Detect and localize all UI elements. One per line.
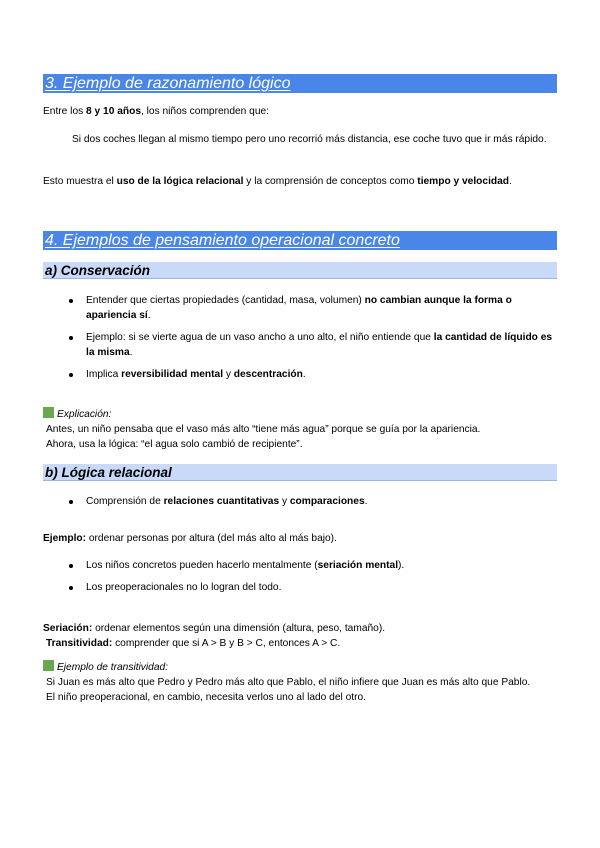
transitivity-label-row: [43, 660, 558, 675]
item-text: Entender que ciertas propiedades (cantidad, masa, volumen): [86, 295, 365, 306]
item-end: ).: [398, 560, 405, 571]
section-3-heading-text: 3. Ejemplo de razonamiento lógico: [45, 75, 291, 92]
explanation-line-1: Antes, un niño pensaba que el vaso más alto “tiene más agua” porque se guía por la apariencia.: [46, 424, 481, 435]
item-bold: relaciones cuantitativas: [163, 496, 280, 507]
item-text: Los preoperacionales no lo logran del todo.: [86, 582, 282, 593]
explanation-line-2: Ahora, usa la lógica: “el agua solo cambió de recipiente”.: [46, 439, 303, 450]
list-item: [43, 580, 558, 595]
definitions: [43, 621, 558, 651]
item-bold-2: descentración: [233, 369, 303, 380]
bullet-icon: [69, 373, 73, 377]
list-item: [43, 293, 558, 323]
section-4-heading-text: 4. Ejemplos de pensamiento operacional concreto: [45, 232, 400, 249]
section-4-heading: [43, 231, 557, 250]
explanation-label: Explicación:: [57, 409, 112, 420]
transitividad-definition: [43, 636, 558, 651]
item-end: .: [129, 347, 133, 358]
intro-text: Entre los: [43, 106, 87, 117]
transitividad-text: comprender que si A > B y B > C, entonces A > C.: [112, 638, 341, 649]
item-bold-2: comparaciones: [289, 496, 365, 507]
list-item: [43, 494, 558, 509]
logica-list: [43, 494, 558, 516]
conclusion-bold-2: tiempo y velocidad: [417, 176, 510, 187]
explanation-label-row: [43, 407, 558, 422]
list-item: [43, 330, 558, 360]
conclusion-period: .: [509, 176, 512, 187]
subsection-a-heading: a) Conservación: [43, 262, 557, 279]
item-bold: seriación mental: [317, 560, 399, 571]
bullet-icon: [69, 564, 73, 568]
conclusion-text: Esto muestra el: [43, 176, 117, 187]
transitivity-line-1: Si Juan es más alto que Pedro y Pedro más alto que Pablo, el niño infiere que Juan es más alto que Pablo.: [46, 677, 531, 688]
section-3-heading: [43, 74, 557, 93]
conclusion-bold-1: uso de la lógica relacional: [116, 176, 244, 187]
item-text: Los niños concretos pueden hacerlo mentalmente (: [86, 560, 318, 571]
transitivity-line-2: El niño preoperacional, en cambio, necesita verlos uno al lado del otro.: [46, 692, 366, 703]
bullet-icon: [69, 500, 73, 504]
green-square-icon: [43, 660, 54, 671]
section-3-quote: Si dos coches llegan al mismo tiempo pero uno recorrió más distancia, ese coche tuvo que ir más rápido.: [72, 134, 547, 145]
bullet-icon: [69, 299, 73, 303]
item-end: .: [147, 310, 151, 321]
seriacion-definition: [43, 621, 558, 636]
item-bold: no cambian aunque la forma o apariencia sí: [86, 295, 512, 321]
section-3-intro: [43, 104, 558, 119]
item-text: Implica: [86, 369, 122, 380]
conservacion-list: [43, 293, 558, 389]
item-end: .: [302, 369, 306, 380]
example-label: Ejemplo:: [43, 533, 87, 544]
example-line: [43, 531, 558, 546]
item-bold: la cantidad de líquido es la misma: [86, 332, 553, 358]
item-end: .: [364, 496, 368, 507]
list-item: [43, 367, 558, 382]
transitivity-note: [43, 660, 558, 705]
seriacion-text: ordenar elementos según una dimensión (altura, peso, tamaño).: [92, 623, 386, 634]
green-square-icon: [43, 407, 54, 418]
list-item: [43, 558, 558, 573]
item-bold: reversibilidad mental: [121, 369, 224, 380]
item-text-2: y: [223, 369, 234, 380]
item-text: Ejemplo: si se vierte agua de un vaso ancho a uno alto, el niño entiende que: [86, 332, 434, 343]
subsection-b-heading: b) Lógica relacional: [43, 464, 557, 481]
transitivity-label: Ejemplo de transitividad:: [57, 662, 168, 673]
item-text-2: y: [279, 496, 290, 507]
conclusion-text-2: y la comprensión de conceptos como: [243, 176, 418, 187]
bullet-icon: [69, 336, 73, 340]
item-text: Comprensión de: [86, 496, 164, 507]
explanation-note: [43, 407, 558, 452]
section-3-conclusion: [43, 174, 558, 189]
bullet-icon: [69, 586, 73, 590]
transitividad-label: Transitividad:: [46, 638, 113, 649]
seriacion-list: [43, 558, 558, 602]
intro-text-end: , los niños comprenden que:: [140, 106, 269, 117]
seriacion-label: Seriación:: [43, 623, 93, 634]
intro-bold: 8 y 10 años: [86, 106, 141, 117]
example-text: ordenar personas por altura (del más alto al más bajo).: [86, 533, 337, 544]
